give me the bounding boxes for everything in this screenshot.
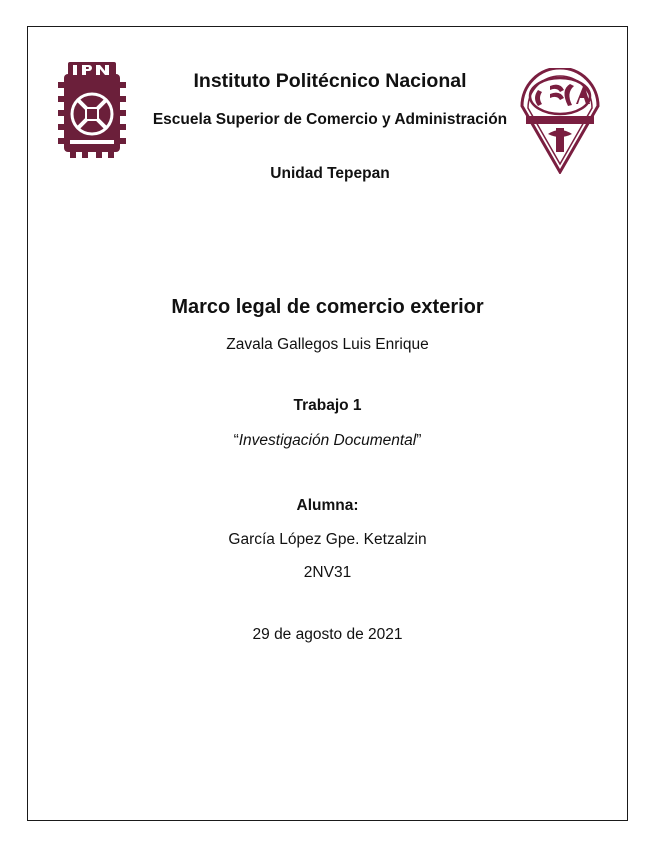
work-subtitle	[0, 432, 655, 450]
institution-name: Instituto Politécnico Nacional	[193, 70, 467, 92]
work-title: Trabajo 1	[293, 397, 362, 414]
student-name: García López Gpe. Ketzalzin	[228, 531, 427, 548]
course-title: Marco legal de comercio exterior	[171, 296, 484, 318]
esca-logo	[518, 68, 602, 174]
student-label: Alumna:	[296, 497, 359, 514]
work-subtitle-text: Investigación Documental	[238, 432, 417, 449]
professor-name: Zavala Gallegos Luis Enrique	[226, 336, 429, 353]
document-date: 29 de agosto de 2021	[252, 626, 403, 643]
ipn-logo	[56, 60, 128, 166]
close-quote: ”	[416, 432, 422, 449]
school-name: Escuela Superior de Comercio y Administración	[152, 111, 508, 128]
open-quote: “	[233, 432, 239, 449]
student-group: 2NV31	[303, 564, 352, 581]
unit-name: Unidad Tepepan	[270, 165, 390, 182]
